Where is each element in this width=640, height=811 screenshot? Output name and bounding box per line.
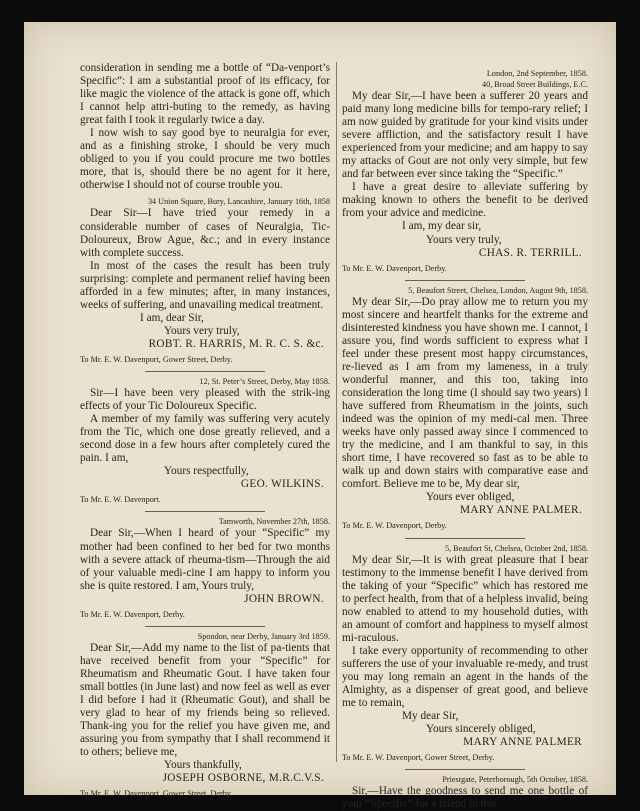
letter-header: Priestgate, Peterborough, 5th October, 1858. [442, 775, 588, 785]
letter-body: In most of the cases the result has been truly surprising: complete and permanent relief having been afforded in a few minutes; after, in many instances, weeks of suffering, and unavailing medical treatment. [80, 259, 330, 311]
letter-closing: Yours sincerely obliged, [426, 723, 536, 736]
letter-body: Sir—I have been very pleased with the strik-ing effects of your Tic Doloureux Specific. [80, 387, 330, 413]
signature: CHAS. R. TERRILL. [478, 246, 582, 259]
letter-body: I have a great desire to alleviate suffering by making known to others the benefit to be derived from your advice and medicine. [342, 181, 588, 220]
letter-header: 5, Beaufort St, Chelsea, October 2nd, 1858. [444, 543, 588, 553]
signature: ROBT. R. HARRIS, M. R. C. S. &c. [148, 337, 324, 350]
letter-closing: Yours ever obliged, [426, 491, 515, 504]
column-divider [336, 62, 337, 762]
letter-closing: Yours thankfully, [164, 759, 242, 772]
separator [405, 769, 525, 770]
letter-closing: I am, dear Sir, [140, 311, 204, 324]
recipient: To Mr. E. W. Davenport, Gower Street, Derby. [80, 789, 233, 799]
recipient: To Mr. E. W. Davenport, Derby. [342, 263, 447, 273]
letter-header-address: 40, Broad Street Buildings, E.C. [482, 80, 588, 89]
signature: MARY ANNE PALMER. [460, 504, 582, 517]
recipient: To Mr. E. W. Davenport, Derby. [80, 609, 185, 619]
letter-closing: Yours very truly, [426, 233, 502, 246]
recipient: To Mr. E. W. Davenport, Derby. [342, 521, 447, 531]
letter-body: Dear Sir,—Add my name to the list of pa-tients that have received benefit from your “Specific” for Rheumatism and Rheumatic Gout. I have taken four small bottles (in June last) and now feel as well as ever I did before I had it (Rheumatic Gout), and shall be very glad to hear of my friends being so relieved. Thank-ing you for the relief you have given me, and assuring you from sympathy that I shall recommend it to others; believe me, [80, 641, 330, 759]
letter-body: Dear Sir,—When I heard of your “Specific” my mother had been confined to her bed for two months with a severe attack of rheuma-tism—Through the aid of your valuable medi-cine I am happy to inform you she is quite restored. I am, Yours truly, [80, 527, 330, 592]
recipient: To Mr. E. W. Davenport. [80, 495, 161, 505]
recipient: To Mr. E. W. Davenport, Gower Street, Derby. [342, 753, 495, 763]
signature: MARY ANNE PALMER [463, 736, 582, 749]
letter-header: 12, St. Peter’s Street, Derby, May 1858. [199, 377, 330, 387]
letter-body: My dear Sir,—I have been a sufferer 20 years and paid many long medicine bills for tempo-rary relief; I am now guided by gratitude for your kind visits under severe affliction, and the satisfactory result I have experienced from your medicine; and am happy to say my attacks of Gout are not only very simple, but few and far between ever since taking the “Specific.” [342, 90, 588, 181]
letter-closing: Yours respectfully, [164, 465, 249, 478]
separator [145, 511, 265, 512]
signature: GEO. WILKINS. [240, 478, 324, 491]
signature: JOHN BROWN. [244, 592, 324, 605]
letter-body: I take every opportunity of recommending to other sufferers the use of your invaluable re-medy, and trust you may long remain an agent in the hands of the Almighty, as a dispenser of great good, and believe me to remain, [342, 644, 588, 710]
letter-continuation: consideration in sending me a bottle of “Da-venport’s Specific”: I am a substantial proof of its efficacy, for like magic the violence of the attack is gone off, which I cannot help attri-buting to the remedy, as having great faith I took it regularly twice a day. [80, 62, 330, 127]
letter-body: Dear Sir—I have tried your remedy in a considerable number of cases of Neuralgia, Tic-Doloureux, Brow Ague, &c.; and in every instance with complete success. [80, 207, 330, 259]
letter-header: 5, Beaufort Street, Chelsea, London, August 9th, 1858. [408, 285, 588, 295]
letter-closing: I am, my dear sir, [402, 220, 482, 233]
separator [145, 626, 265, 627]
letter-header: 34 Union Square, Bury, Lancashire, January 16th, 1858 [147, 197, 330, 207]
letter-body: A member of my family was suffering very acutely from the Tic, which one dose greatly relieved, and a second dose in a few hours after completely cured the pain. I am, [80, 413, 330, 465]
letter-closing: My dear Sir, [402, 710, 459, 723]
letter-header: Tamworth, November 27th, 1858. [218, 517, 330, 527]
signature: JOSEPH OSBORNE, M.R.C.V.S. [162, 772, 324, 785]
recipient: To Mr. E. W. Davenport, Gower Street, Derby. [80, 354, 233, 364]
letter-header: Spondon, near Derby, January 3rd 1859. [197, 631, 330, 641]
letter-continuation: I now wish to say good bye to neuralgia for ever, and as a finishing stroke, I should be very much obliged to you if you could procure me two bottles more, that is, should there be no agent for it here, otherwise I should not of course trouble you. [80, 127, 330, 192]
document-page [24, 22, 616, 811]
letter-body: My dear Sir,—It is with great pleasure that I bear testimony to the immense benefit I have derived from the taking of your “Specific” which has restored me to perfect health, from that of a helpless invalid, being now enabled to attend to my household duties, with an amount of comfort and happiness to myself almost mi-raculous. [342, 553, 588, 644]
letter-closing: Yours very truly, [164, 324, 240, 337]
left-column [80, 62, 330, 800]
letter-body: Sir,—Have the goodness to send me one bottle of your “Specific” for a friend in this [342, 785, 588, 811]
separator [405, 538, 525, 539]
separator [145, 371, 265, 372]
separator [405, 280, 525, 281]
right-column [342, 64, 588, 811]
letter-header: London, 2nd September, 1858. [486, 69, 588, 78]
letter-body: My dear Sir,—Do pray allow me to return you my most sincere and heartfelt thanks for the extreme and disinterested kindness you have shown me. I cannot, I assure you, find words sufficient to express what I feel under these present most happy circumstances, re-lieved as I am from my lameness, in a truly wonderful manner, and this too, taking into consideration the long time (I should say two years) I have suffered from Rheumatism in the joints, such indeed was the opinion of my medi-cal men. Three weeks have only passed away since I commenced to try the medicine, and I am thankful to say, in this short time, I have recovered so fast as to be able to walk up and down stairs with comparative ease and comfort. Believe me to be, My dear sir, [342, 295, 588, 491]
